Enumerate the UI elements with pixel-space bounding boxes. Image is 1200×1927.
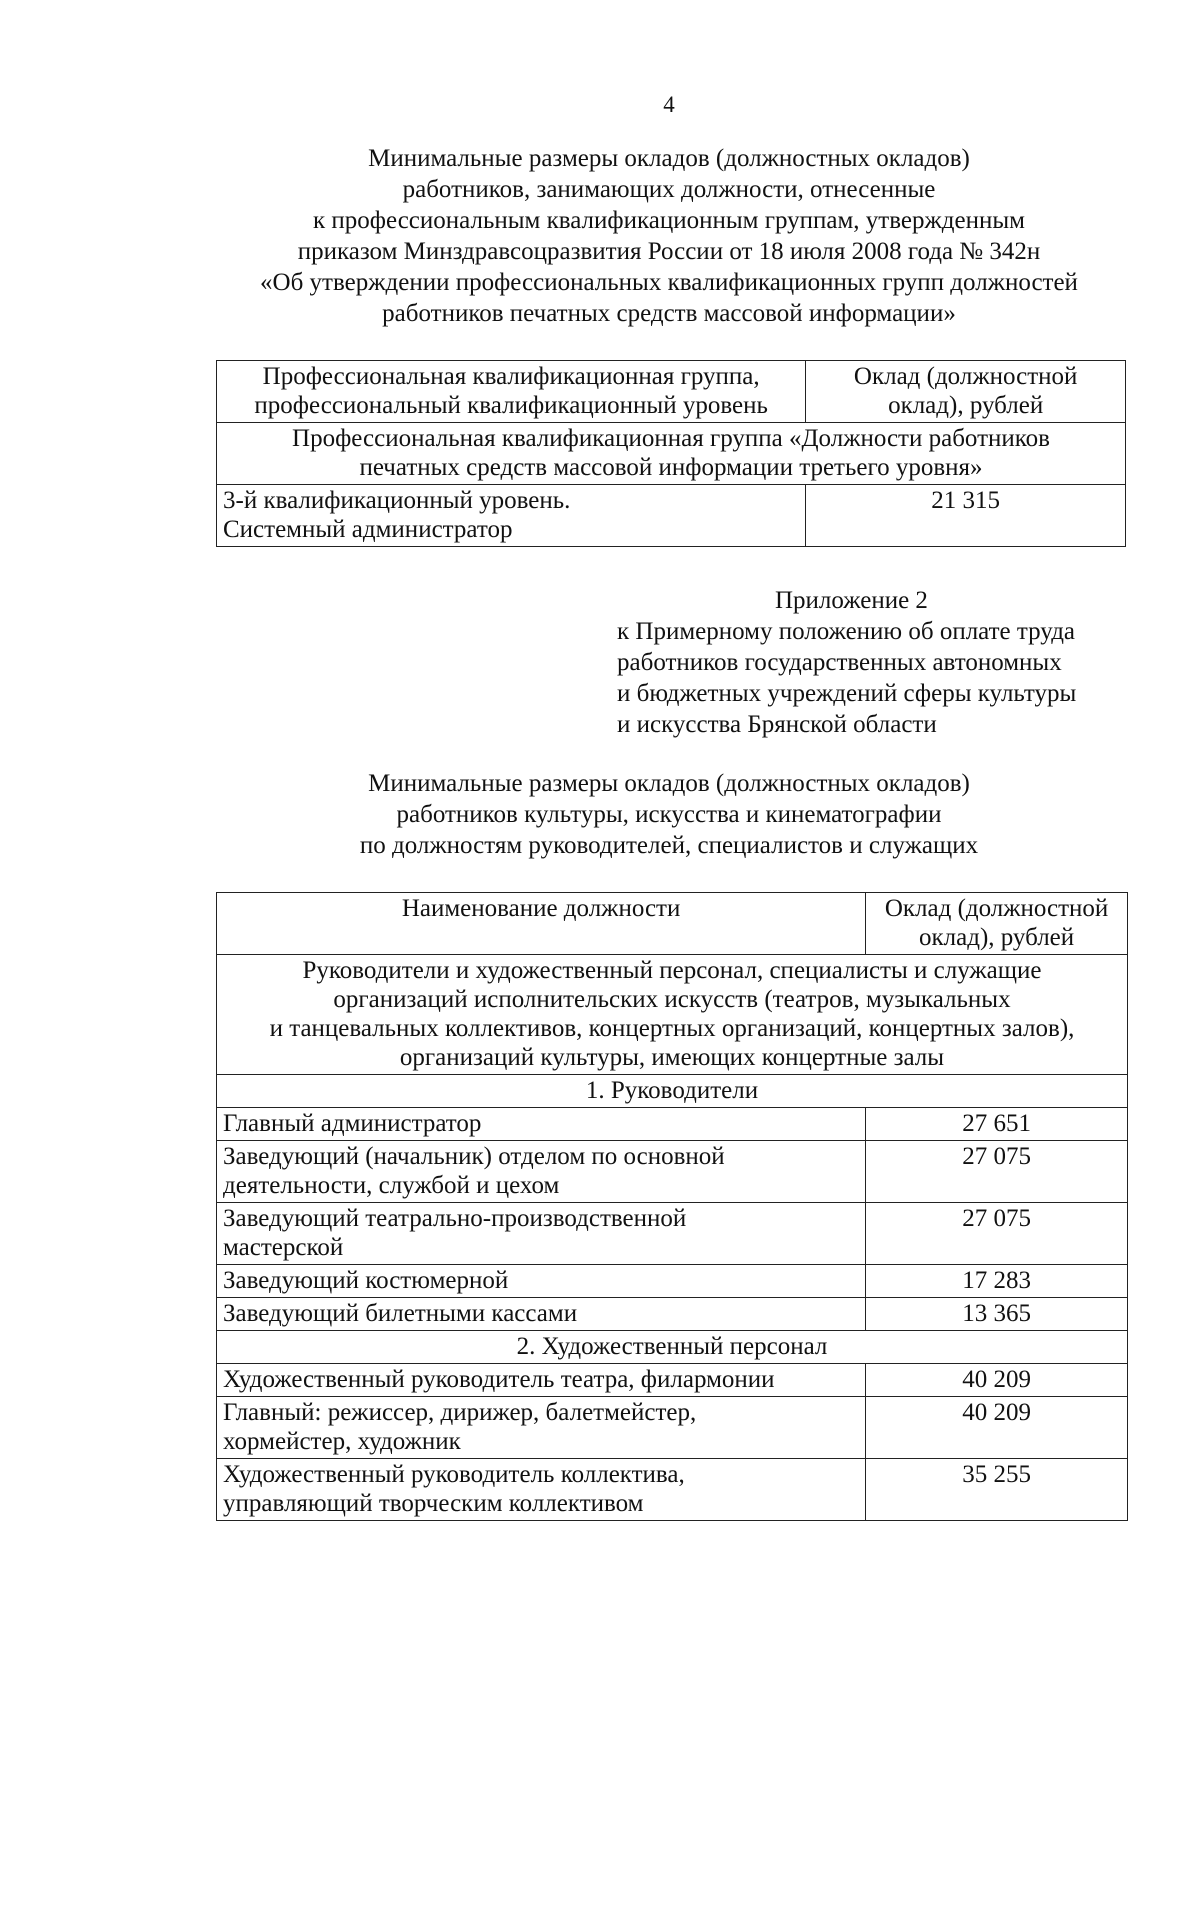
header-cell-salary (806, 361, 1126, 423)
header-cell-position (217, 361, 806, 423)
header-text: Оклад (должностной (853, 363, 1078, 390)
group-title-text: и танцевальных коллективов, концертных организаций, концертных залов), (269, 1015, 1075, 1042)
heading-line: работников культуры, искусства и кинематографии (396, 801, 942, 828)
header-text: Профессиональная квалификационная группа, (262, 363, 760, 390)
table-row (217, 485, 1126, 547)
salary-cell: 21 315 (806, 485, 1126, 547)
section-2-heading (0, 768, 1200, 861)
position-text: Заведующий костюмерной (223, 1267, 509, 1294)
heading-line: работников, занимающих должности, отнесенные (402, 176, 936, 203)
table-header-row (217, 893, 1128, 955)
heading-line: работников печатных средств массовой информации» (382, 300, 956, 327)
position-text: Главный администратор (223, 1110, 482, 1137)
header-cell-salary (866, 893, 1128, 955)
table-row (217, 1108, 1128, 1141)
table-row (217, 1364, 1128, 1397)
appendix-line: работников государственных автономных (617, 649, 1062, 676)
salary-cell: 27 651 (866, 1108, 1128, 1141)
subsection-title: 2. Художественный персонал (217, 1331, 1128, 1364)
appendix-note (617, 585, 1076, 740)
table-row (217, 1397, 1128, 1459)
section-1-heading (0, 143, 1200, 329)
header-text: оклад), рублей (919, 924, 1075, 951)
group-title-row (217, 423, 1126, 485)
group-title-text: организаций исполнительских искусств (театров, музыкальных (333, 986, 1011, 1013)
position-cell (217, 1265, 866, 1298)
heading-line: по должностям руководителей, специалистов и служащих (359, 832, 979, 859)
group-title-text: печатных средств массовой информации третьего уровня» (359, 454, 983, 481)
salary-table-2 (216, 892, 1128, 1521)
salary-cell: 35 255 (866, 1459, 1128, 1521)
table-row (217, 1459, 1128, 1521)
position-cell (217, 1141, 866, 1203)
appendix-line: и бюджетных учреждений сферы культуры (617, 680, 1077, 707)
position-text: Художественный руководитель театра, филармонии (223, 1366, 775, 1393)
position-cell (217, 1298, 866, 1331)
table-header-row (217, 361, 1126, 423)
subsection-title: 1. Руководители (217, 1075, 1128, 1108)
header-cell-position (217, 893, 866, 955)
position-cell (217, 1364, 866, 1397)
subsection-row (217, 1331, 1128, 1364)
position-text: Главный: режиссер, дирижер, балетмейстер, (223, 1399, 697, 1426)
group-title-cell (217, 955, 1128, 1075)
salary-table-1 (216, 360, 1126, 547)
table-row (217, 1298, 1128, 1331)
appendix-title: Приложение 2 (775, 587, 928, 614)
salary-cell: 40 209 (866, 1397, 1128, 1459)
table-row (217, 1141, 1128, 1203)
position-text: Заведующий театрально-производственной (223, 1205, 687, 1232)
position-text: управляющий творческим коллективом (223, 1490, 644, 1517)
group-title-text: организаций культуры, имеющих концертные залы (399, 1044, 945, 1071)
heading-line: Минимальные размеры окладов (должностных окладов) (368, 145, 970, 172)
position-text: хормейстер, художник (223, 1428, 461, 1455)
group-title-text: Профессиональная квалификационная группа «Должности работников (292, 425, 1050, 452)
heading-line: к профессиональным квалификационным группам, утвержденным (313, 207, 1025, 234)
position-cell (217, 1108, 866, 1141)
header-text: Наименование должности (401, 895, 681, 922)
position-text: 3-й квалификационный уровень. (223, 487, 571, 514)
salary-cell: 13 365 (866, 1298, 1128, 1331)
heading-line: Минимальные размеры окладов (должностных окладов) (368, 770, 970, 797)
table-row (217, 1203, 1128, 1265)
position-cell (217, 485, 806, 547)
position-text: Системный администратор (223, 516, 513, 543)
group-title-row (217, 955, 1128, 1075)
heading-line: «Об утверждении профессиональных квалификационных групп должностей (260, 269, 1078, 296)
salary-cell: 17 283 (866, 1265, 1128, 1298)
page-number: 4 (663, 92, 675, 117)
appendix-line: к Примерному положению об оплате труда (617, 618, 1076, 645)
header-text: Оклад (должностной (884, 895, 1109, 922)
group-title-text: Руководители и художественный персонал, специалисты и служащие (302, 957, 1042, 984)
table-row (217, 1265, 1128, 1298)
header-text: профессиональный квалификационный уровень (254, 392, 768, 419)
position-text: мастерской (223, 1234, 344, 1261)
position-cell (217, 1459, 866, 1521)
position-text: Художественный руководитель коллектива, (223, 1461, 685, 1488)
heading-line: приказом Минздравсоцразвития России от 18 июля 2008 года № 342н (297, 238, 1041, 265)
salary-cell: 27 075 (866, 1141, 1128, 1203)
subsection-row (217, 1075, 1128, 1108)
group-title-cell (217, 423, 1126, 485)
salary-cell: 40 209 (866, 1364, 1128, 1397)
appendix-line: и искусства Брянской области (617, 711, 937, 738)
header-text: оклад), рублей (888, 392, 1044, 419)
position-text: Заведующий (начальник) отделом по основной (223, 1143, 725, 1170)
position-cell (217, 1397, 866, 1459)
position-cell (217, 1203, 866, 1265)
position-text: деятельности, службой и цехом (223, 1172, 560, 1199)
salary-cell: 27 075 (866, 1203, 1128, 1265)
position-text: Заведующий билетными кассами (223, 1300, 578, 1327)
